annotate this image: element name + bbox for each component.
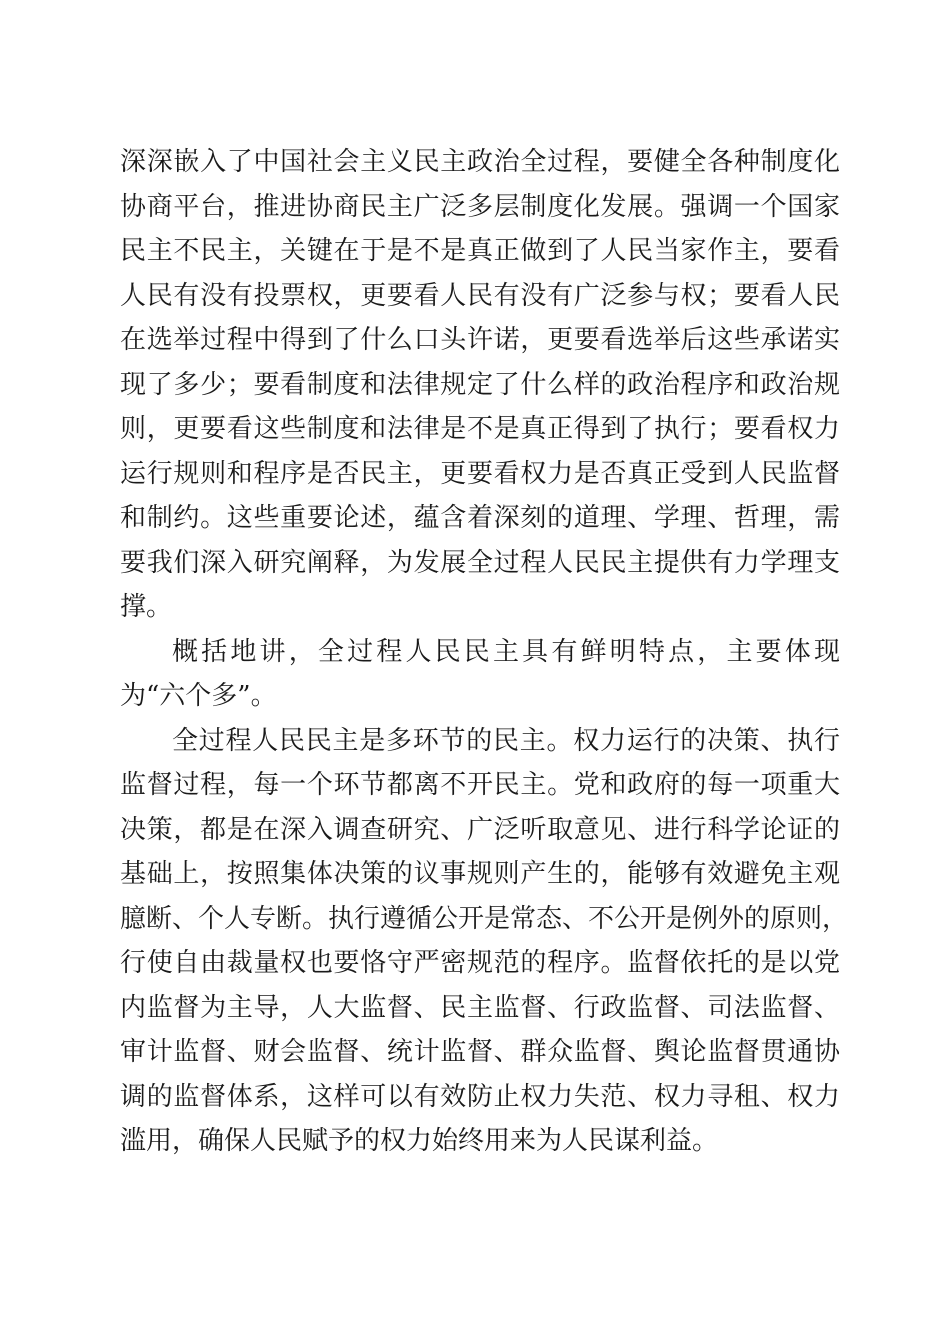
text-line: 为“六个多”。 — [120, 681, 277, 711]
text-line: 撑。 — [120, 592, 173, 622]
text-line: 协商平台，推进协商民主广泛多层制度化发展。强调一个国家 — [120, 191, 840, 222]
paragraph-first-line: 全过程人民民主是多环节的民主。权力运行的决策、执行 — [172, 725, 840, 756]
text-line: 监督过程，每一个环节都离不开民主。党和政府的每一项重大 — [120, 770, 840, 800]
text-line: 现了多少；要看制度和法律规定了什么样的政治程序和政治规 — [120, 369, 840, 400]
text-line: 要我们深入研究阐释，为发展全过程人民民主提供有力学理支 — [120, 547, 840, 578]
text-line: 基础上，按照集体决策的议事规则产生的，能够有效避免主观 — [120, 859, 840, 889]
text-line: 民主不民主，关键在于是不是真正做到了人民当家作主，要看 — [120, 236, 840, 266]
text-line: 和制约。这些重要论述，蕴含着深刻的道理、学理、哲理，需 — [120, 503, 840, 533]
text-line: 则，更要看这些制度和法律是不是真正得到了执行；要看权力 — [120, 414, 840, 444]
text-line: 深深嵌入了中国社会主义民主政治全过程，要健全各种制度化 — [120, 147, 840, 177]
text-line: 人民有没有投票权，更要看人民有没有广泛参与权；要看人民 — [120, 280, 840, 311]
body-text — [120, 140, 849, 1164]
text-line: 调的监督体系，这样可以有效防止权力失范、权力寻租、权力 — [120, 1081, 840, 1112]
text-line: 内监督为主导，人大监督、民主监督、行政监督、司法监督、 — [120, 992, 840, 1023]
text-line: 滥用，确保人民赋予的权力始终用来为人民谋利益。 — [120, 1126, 719, 1156]
text-line: 在选举过程中得到了什么口头许诺，更要看选举后这些承诺实 — [120, 325, 840, 355]
text-line: 决策，都是在深入调查研究、广泛听取意见、进行科学论证的 — [120, 814, 840, 845]
text-line: 运行规则和程序是否民主，更要看权力是否真正受到人民监督 — [120, 458, 840, 489]
text-line: 审计监督、财会监督、统计监督、群众监督、舆论监督贯通协 — [120, 1037, 840, 1067]
text-line: 行使自由裁量权也要恪守严密规范的程序。监督依托的是以党 — [120, 948, 840, 978]
paragraph-first-line: 概括地讲，全过程人民民主具有鲜明特点，主要体现 — [172, 636, 840, 667]
text-line: 臆断、个人专断。执行遵循公开是常态、不公开是例外的原则， — [120, 903, 849, 934]
